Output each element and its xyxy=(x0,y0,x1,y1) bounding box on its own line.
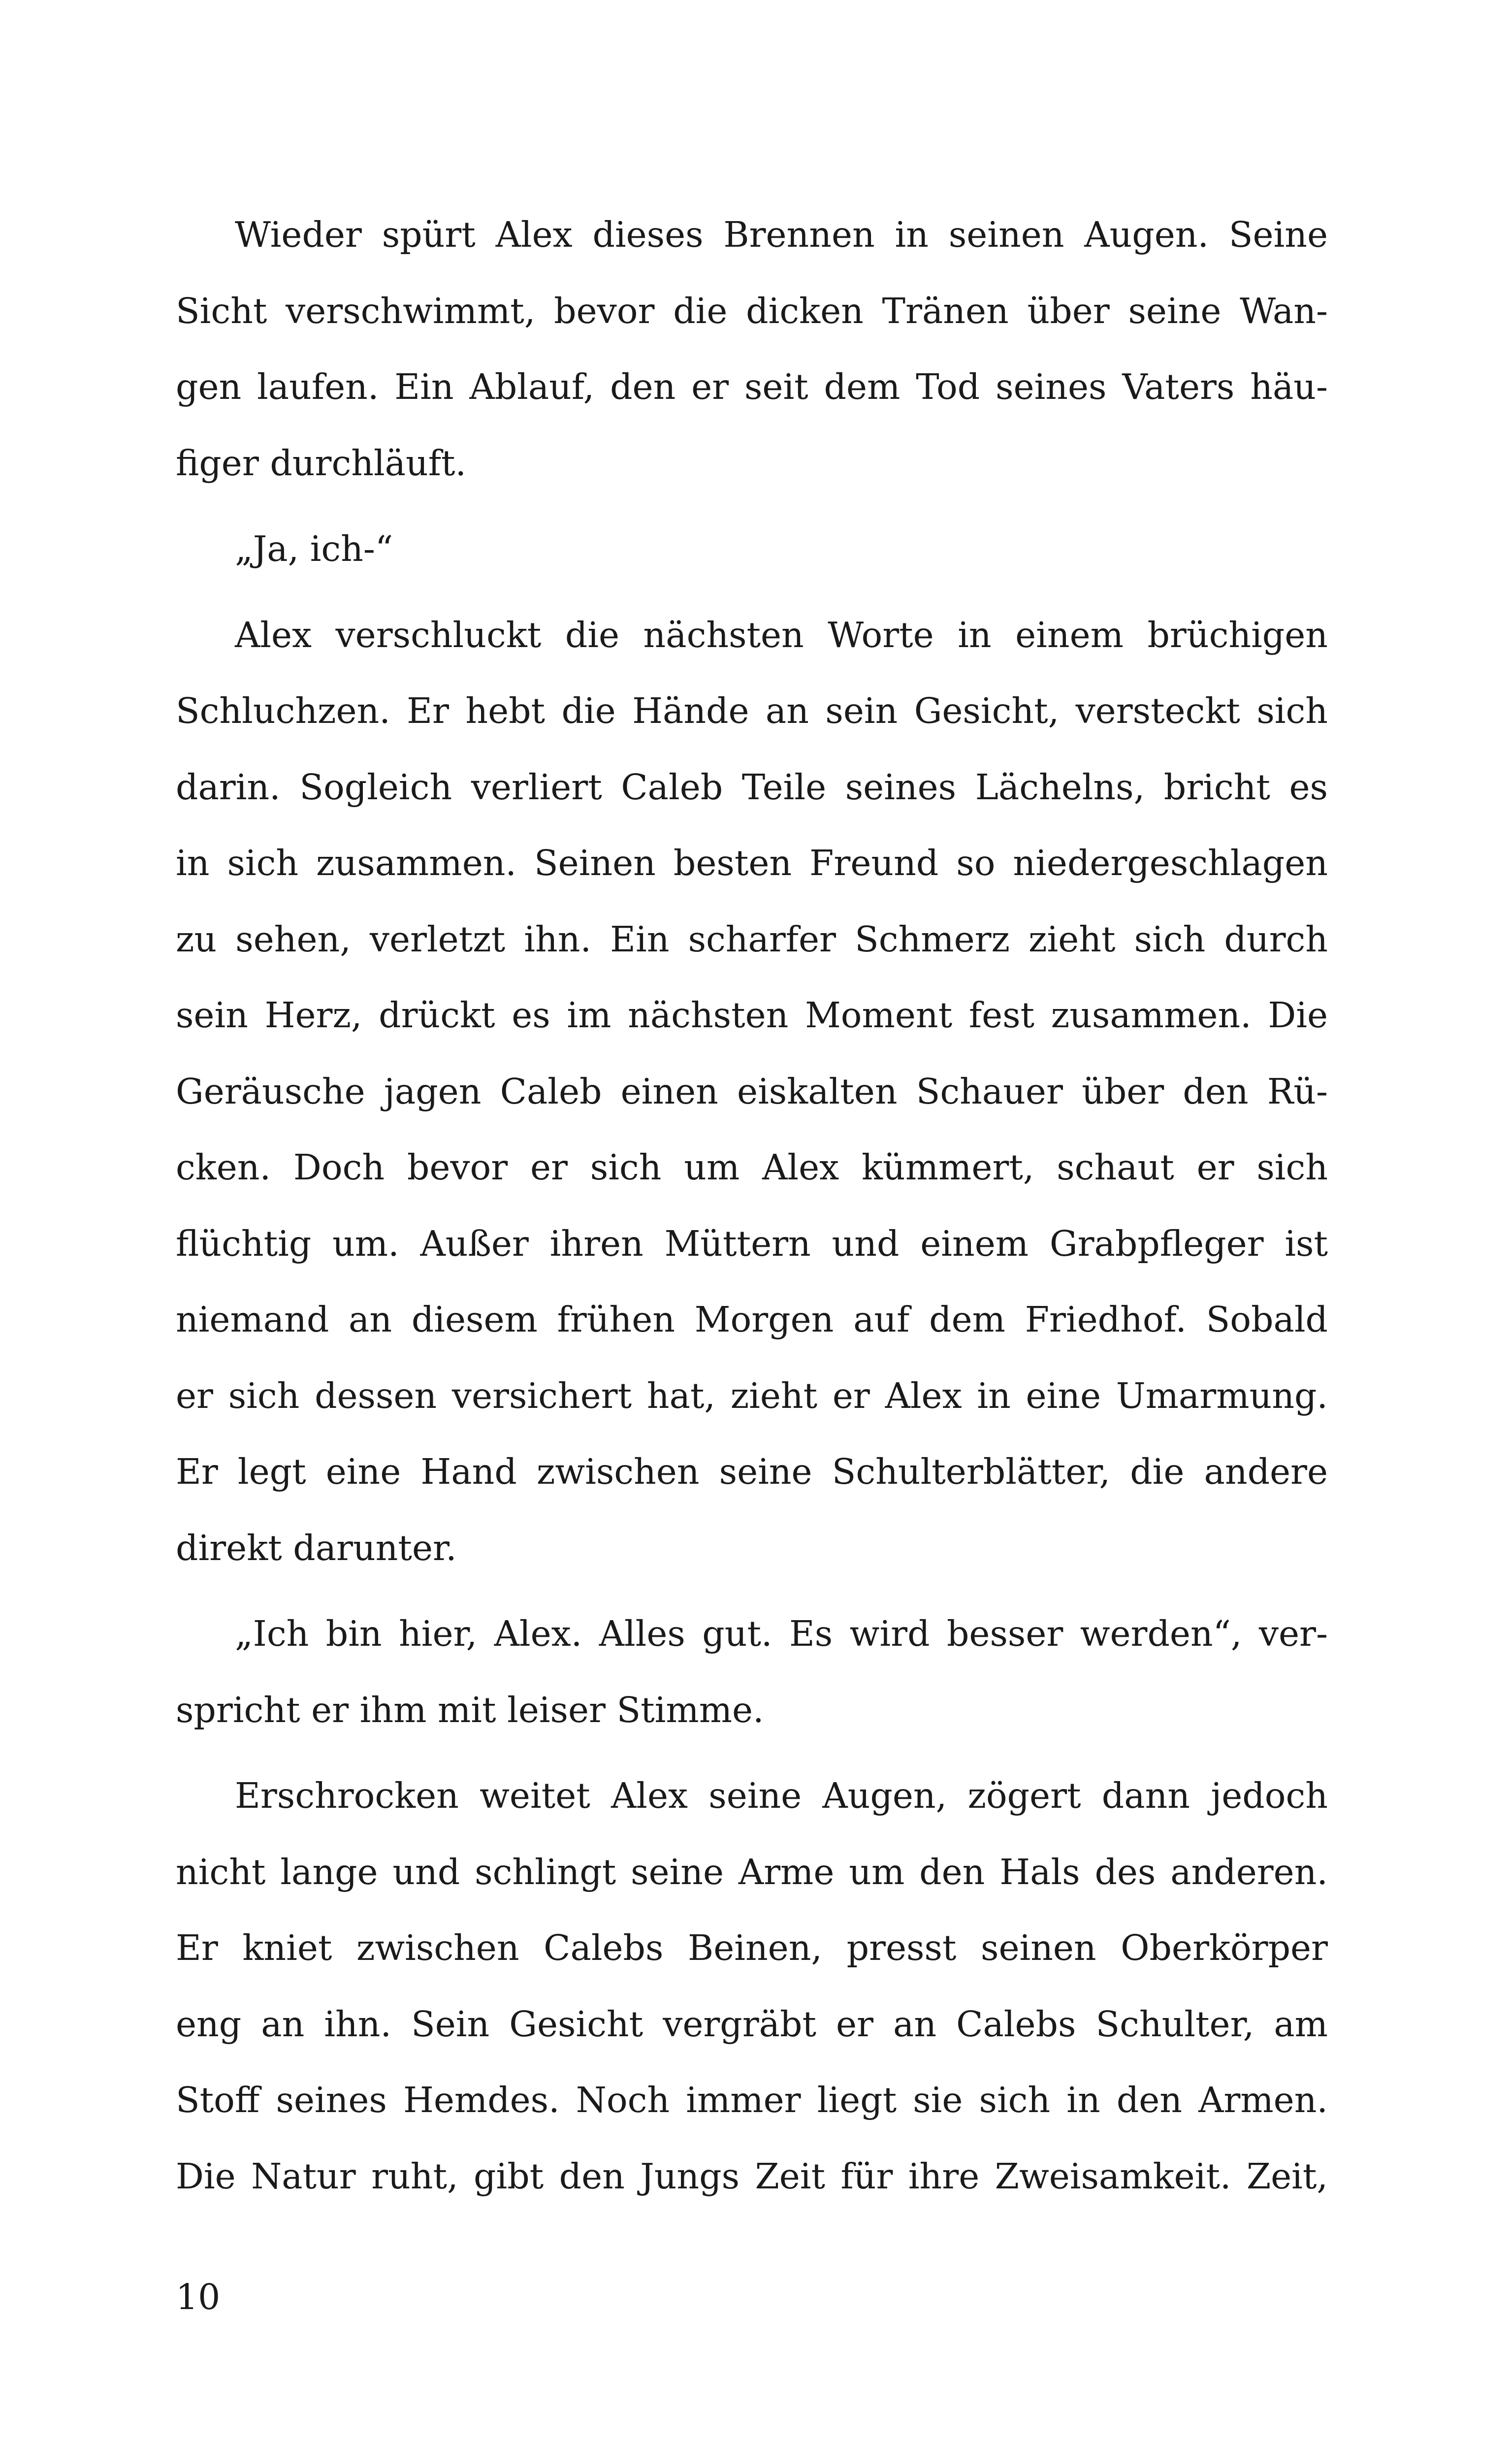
paragraph xyxy=(176,511,1328,587)
page-number: 10 xyxy=(176,2277,221,2317)
paragraph xyxy=(176,1758,1328,2215)
text-line: flüchtig um. Außer ihren Müttern und einem Grabpfleger ist xyxy=(176,1223,1328,1264)
text-line: Stoff seines Hemdes. Noch immer liegt sie sich in den Armen. xyxy=(176,2080,1328,2120)
text-line: Wieder spürt Alex dieses Brennen in seinen Augen. Seine xyxy=(235,214,1328,255)
text-line: Alex verschluckt die nächsten Worte in einem brüchigen xyxy=(235,614,1328,655)
text-line: zu sehen, verletzt ihn. Ein scharfer Schmerz zieht sich durch xyxy=(176,918,1328,960)
text-line: Erschrocken weitet Alex seine Augen, zögert dann jedoch xyxy=(235,1775,1328,1816)
text-line: Er kniet zwischen Calebs Beinen, presst seinen Oberkörper xyxy=(176,1927,1328,1968)
text-line: Die Natur ruht, gibt den Jungs Zeit für ihre Zweisamkeit. Zeit, xyxy=(176,2155,1328,2197)
text-line: in sich zusammen. Seinen besten Freund so niedergeschlagen xyxy=(176,843,1328,883)
text-line: Schluchzen. Er hebt die Hände an sein Gesicht, versteckt sich xyxy=(176,690,1328,731)
text-line: eng an ihn. Sein Gesicht vergräbt er an Calebs Schulter, am xyxy=(176,2003,1328,2045)
text-line: niemand an diesem frühen Morgen auf dem Friedhof. Sobald xyxy=(176,1299,1328,1340)
text-line: gen laufen. Ein Ablauf, den er seit dem Tod seines Vaters häu- xyxy=(176,366,1328,407)
text-line: „Ich bin hier, Alex. Alles gut. Es wird besser werden“, ver- xyxy=(235,1613,1328,1654)
text-line: nicht lange und schlingt seine Arme um den Hals des anderen. xyxy=(176,1851,1328,1892)
text-line: „Ja, ich-“ xyxy=(235,528,393,569)
text-line: Sicht verschwimmt, bevor die dicken Tränen über seine Wan- xyxy=(176,290,1328,331)
text-line: direkt darunter. xyxy=(176,1527,457,1568)
paragraph xyxy=(176,197,1328,501)
paragraph xyxy=(176,597,1328,1587)
text-line: er sich dessen versichert hat, zieht er Alex in eine Umarmung. xyxy=(176,1375,1328,1416)
text-line: Geräusche jagen Caleb einen eiskalten Schauer über den Rü- xyxy=(176,1071,1328,1112)
text-line: cken. Doch bevor er sich um Alex kümmert, schaut er sich xyxy=(176,1147,1328,1188)
text-line: darin. Sogleich verliert Caleb Teile seines Lächelns, bricht es xyxy=(176,766,1328,808)
text-line: sein Herz, drückt es im nächsten Moment fest zusammen. Die xyxy=(176,995,1328,1036)
text-line: figer durchläuft. xyxy=(176,442,467,484)
body-text xyxy=(176,197,1328,2215)
paragraph xyxy=(176,1596,1328,1748)
text-line: spricht er ihm mit leiser Stimme. xyxy=(176,1689,764,1730)
text-line: Er legt eine Hand zwischen seine Schulterblätter, die andere xyxy=(176,1451,1328,1492)
